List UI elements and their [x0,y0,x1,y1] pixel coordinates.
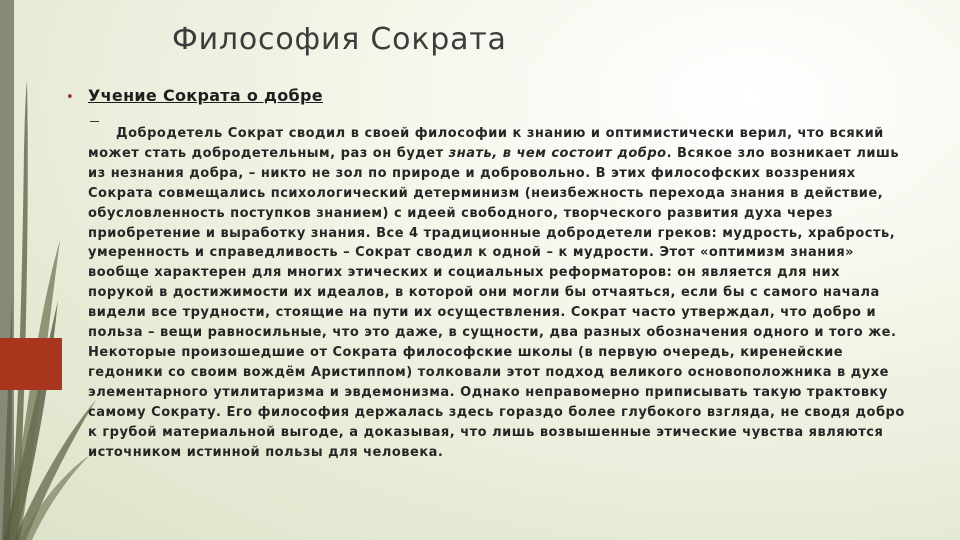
slide-title: Философия Сократа [172,22,507,57]
paragraph-part-2: . Всякое зло возникает лишь из незнания добра, – никто не зол по природе и добровольно. В этих философских воззрениях Сократа совмещались психологический детерминизм (неизбежность перехода знания в действие, обусловленность поступков знанием) с идеей свободного, творческого развития духа через приобретение и выработку знания. Все 4 традиционные добродетели греков: мудрость, храбрость, умеренность и справедливость – Сократ сводил к одной – к мудрости. Этот «оптимизм знания» вообще характерен для многих этических и социальных реформаторов: он является для них порукой в достижимости их идеалов, в которой они могли бы отчаяться, если бы с самого начала видели все трудности, стоящие на пути их осуществления. Сократ часто утверждал, что добро и польза – вещи равносильные, что это даже, в сущности, два разных обозначения одного и того же. Некоторые произошедшие от Сократа философские школы (в первую очередь, киренейские гедоники со своим вождём Аристиппом) толковали этот подход великого основоположника в духе элементарного утилитаризма и эвдемонизма. Однако неправомерно приписывать такую трактовку самому Сократу. Его философия держалась здесь гораздо более глубокого взгляда, не сводя добро к грубой материальной выгоде, а доказывая, что лишь возвышенные этические чувства являются источником истинной пользы для человека. [88,145,905,460]
paragraph-emphasis: знать, в чем состоит добро [448,145,667,161]
bullet-icon: • [66,90,74,105]
paragraph-part-1: Добродетель Сократ сводил в своей философии к знанию и оптимистически верил, что всякий может стать добродетельным, раз он будет [88,126,884,161]
subheading: Учение Сократа о добре [88,86,323,105]
grass-blades-decoration [0,0,100,540]
underline-marker [90,121,99,122]
body-paragraph [88,124,908,462]
accent-bar [0,338,62,390]
grass-blade [2,300,12,540]
